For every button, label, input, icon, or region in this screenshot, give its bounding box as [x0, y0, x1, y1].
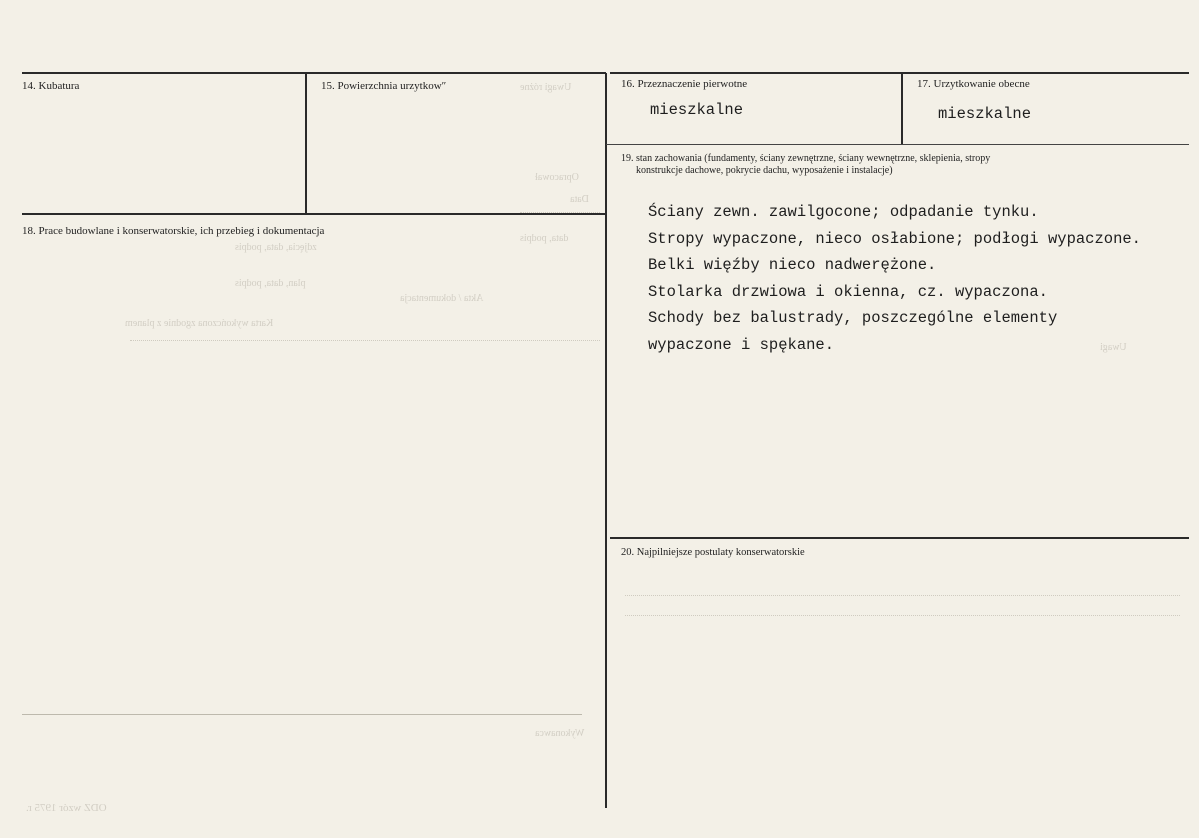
field-15-label: 15. Powierzchnia urzytkow″ — [321, 80, 447, 92]
divider-center — [605, 73, 607, 808]
top-rule-right — [610, 72, 1189, 74]
field-20-label: 20. Najpilniejsze postulaty konserwatorskie — [621, 547, 805, 558]
ghost-text: Uwagi — [1100, 342, 1127, 353]
ghost-dotted-line — [130, 340, 600, 342]
faint-rule-left — [22, 714, 582, 715]
row1-left-bottom-rule — [22, 213, 606, 215]
field-17-value: mieszkalne — [938, 105, 1032, 123]
ghost-text: Wykonawca — [535, 728, 585, 739]
ghost-text: Data — [570, 194, 589, 205]
field-19-label-line1: 19. stan zachowania (fundamenty, ściany zewnętrzne, ściany wewnętrzne, sklepienia, stropy — [621, 153, 991, 164]
field-19-line: Schody bez balustrady, poszczególne elementy — [648, 309, 1058, 327]
field-18-label: 18. Prace budowlane i konserwatorskie, ich przebieg i dokumentacja — [22, 225, 325, 237]
field-16-label: 16. Przeznaczenie pierwotne — [621, 78, 748, 90]
field-17-label: 17. Urzytkowanie obecne — [917, 78, 1030, 90]
field-19-line: Stolarka drzwiowa i okienna, cz. wypaczona. — [648, 282, 1048, 301]
field-19-line: wypaczone i spękane. — [648, 335, 835, 354]
field-19-line: Ściany zewn. zawilgocone; odpadanie tynku. — [648, 203, 1039, 221]
divider-16-17 — [901, 73, 903, 145]
ghost-dotted-line — [625, 615, 1180, 617]
ghost-text: data, podpis — [520, 233, 569, 244]
field-19-line: Stropy wypaczone, nieco osłabione; podłogi wypaczone. — [648, 229, 1141, 248]
field-19-label-line2: konstrukcje dachowe, pokrycie dachu, wyposażenie i instalacje) — [636, 165, 893, 176]
ghost-text: Opracował — [535, 172, 579, 183]
field-19-line: Belki więźby nieco nadwerężone. — [648, 256, 937, 274]
ghost-text: Akta / dokumentacja — [400, 293, 484, 304]
ghost-dotted-line — [520, 212, 600, 214]
field-16-value: mieszkalne — [650, 101, 744, 119]
field-14-label: 14. Kubatura — [22, 80, 80, 92]
ghost-footer: ODZ wzór 1975 r. — [26, 802, 107, 814]
field-19-text — [648, 199, 1141, 358]
ghost-text: Uwagi różne — [520, 82, 572, 93]
row1-right-bottom-rule — [606, 144, 1189, 145]
ghost-text: Karta wykończona zgodnie z planem — [125, 318, 274, 329]
ghost-dotted-line — [625, 595, 1180, 597]
ghost-text: plan, data, podpis — [235, 278, 306, 289]
ghost-text: zdjęcia, data, podpis — [235, 242, 317, 253]
divider-14-15 — [305, 73, 307, 214]
top-rule-left — [22, 72, 606, 74]
rule-19-20 — [610, 537, 1189, 539]
